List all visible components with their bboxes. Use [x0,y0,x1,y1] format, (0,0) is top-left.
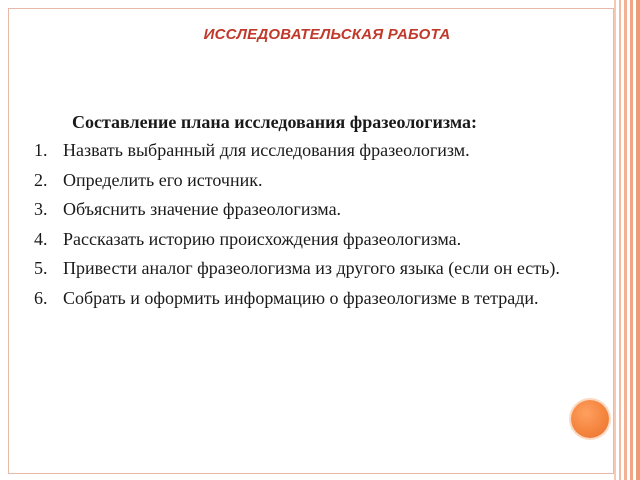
plan-list [34,136,609,313]
list-item-number: 2. [34,169,48,190]
slide-title: ИССЛЕДОВАТЕЛЬСКАЯ РАБОТА [203,26,451,43]
list-item [34,195,609,225]
list-item-text: Рассказать историю происхождения фразеологизма. [63,228,462,249]
slide-content [34,109,609,313]
list-item [34,166,609,196]
list-item-text: Привести аналог фразеологизма из другого языка (если он есть). [63,258,560,278]
list-item-text: Объяснить значение фразеологизма. [63,199,342,219]
stripe [624,0,627,480]
decorative-stripes [614,0,640,480]
list-item-number: 1. [34,140,48,160]
stripe [614,0,616,480]
list-item-text: Собрать и оформить информацию о фразеологизме в тетради. [63,287,539,308]
list-item [34,254,609,284]
stripe [630,0,633,480]
list-item-text: Назвать выбранный для исследования фразеологизм. [63,140,470,160]
stripe [636,0,640,480]
list-item-number: 4. [34,228,48,249]
list-item [34,284,609,314]
list-item [34,136,609,166]
plan-subheading: Составление плана исследования фразеологизма: [72,112,477,132]
list-item-text: Определить его источник. [63,169,263,190]
list-item [34,225,609,255]
list-item-number: 6. [34,287,48,308]
list-item-number: 5. [34,258,48,278]
stripe [619,0,621,480]
orange-circle-decoration [571,400,609,438]
list-item-number: 3. [34,199,48,219]
